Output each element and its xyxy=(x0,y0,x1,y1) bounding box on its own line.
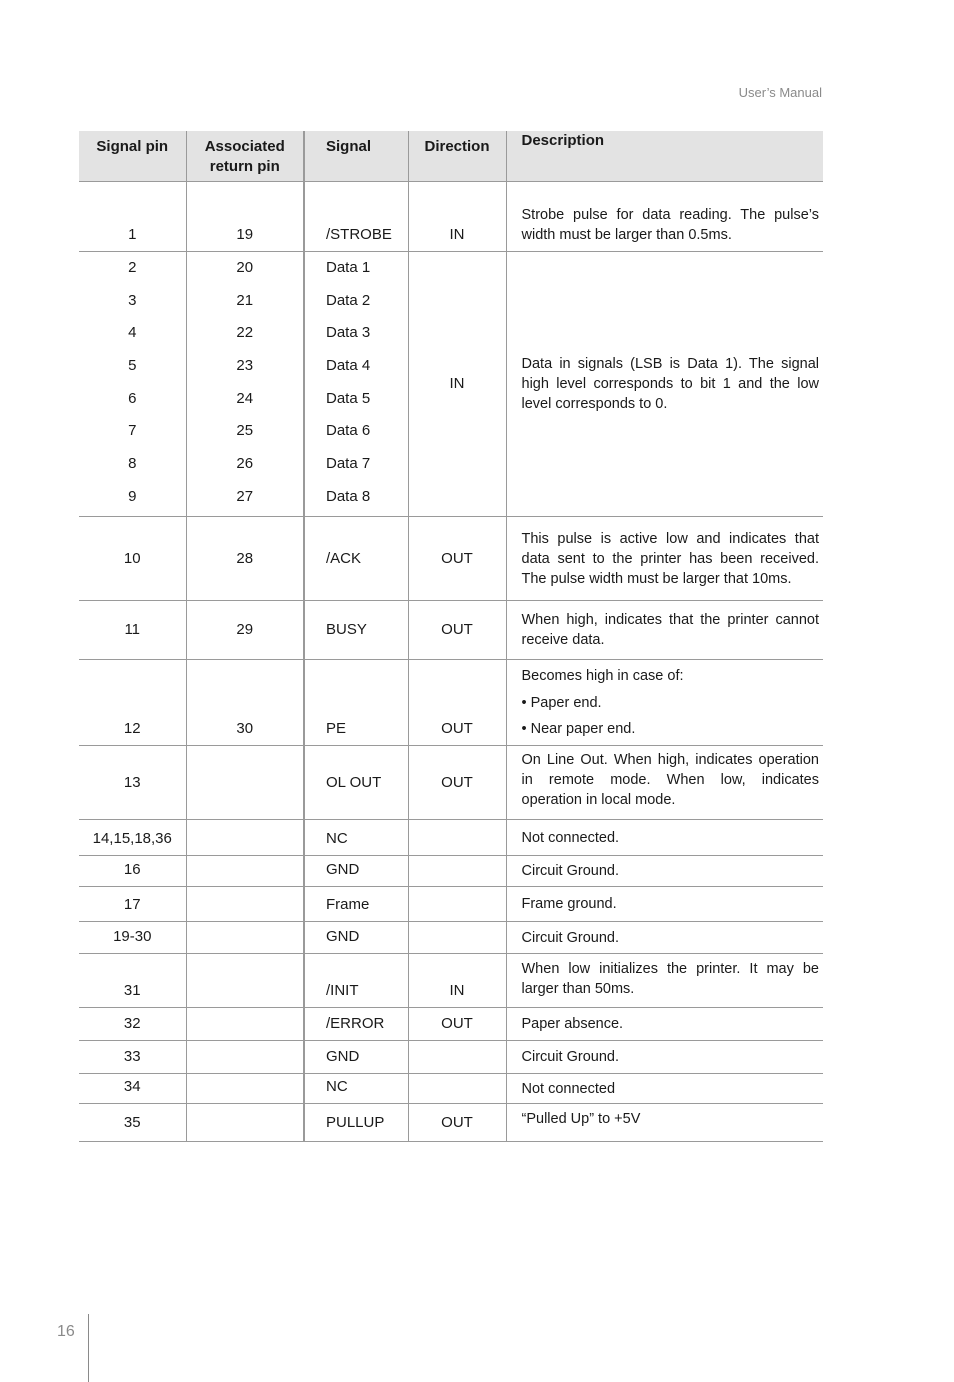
cell-pin: 16 xyxy=(79,856,186,887)
cell-pin: 6 xyxy=(128,389,137,407)
table-row xyxy=(79,1104,823,1142)
col-header-description: Description xyxy=(506,131,823,182)
cell-signal: Data 5 xyxy=(326,389,371,407)
cell-return-pin: 27 xyxy=(236,487,254,505)
cell-signal: Data 3 xyxy=(326,324,371,342)
table-row xyxy=(79,660,823,746)
cell-return-pin xyxy=(186,820,304,856)
bullet-list xyxy=(522,666,820,742)
cell-pin: 5 xyxy=(128,357,137,375)
cell-signal: PULLUP xyxy=(304,1104,408,1142)
cell-direction xyxy=(408,820,506,856)
cell-direction xyxy=(408,856,506,887)
page-number: 16 xyxy=(57,1323,75,1340)
cell-signal: Data 8 xyxy=(326,487,371,505)
running-head: User’s Manual xyxy=(738,85,822,100)
cell-pin: 7 xyxy=(128,422,137,440)
cell-pin: 32 xyxy=(79,1008,186,1041)
cell-return-pin: 26 xyxy=(236,455,254,473)
cell-description: Not connected xyxy=(506,1074,823,1104)
table-row xyxy=(79,922,823,954)
table-row xyxy=(79,820,823,856)
cell-description: Frame ground. xyxy=(506,887,823,922)
table-row xyxy=(79,954,823,1008)
cell-description: Strobe pulse for data reading. The pulse’s width must be larger than 0.5ms. xyxy=(506,182,823,252)
cell-pin: 3 xyxy=(128,291,137,309)
cell-signal: BUSY xyxy=(304,601,408,660)
bullet-item: • Paper end. xyxy=(521,695,602,711)
cell-pin: 19-30 xyxy=(79,922,186,954)
cell-pin: 31 xyxy=(79,954,186,1008)
cell-pin: 33 xyxy=(79,1041,186,1074)
cell-pin: 1 xyxy=(79,182,186,252)
table-row xyxy=(79,601,823,660)
cell-return-pin: 23 xyxy=(236,357,254,375)
cell-return-pin: 22 xyxy=(236,324,254,342)
cell-description: Circuit Ground. xyxy=(506,856,823,887)
cell-pin: 10 xyxy=(79,517,186,601)
cell-pin: 35 xyxy=(79,1104,186,1142)
cell-signal: NC xyxy=(304,1074,408,1104)
cell-return-pin: 28 xyxy=(186,517,304,601)
cell-pin-group xyxy=(79,252,186,517)
cell-return-pin: 20 xyxy=(236,259,254,276)
cell-pin: 11 xyxy=(79,601,186,660)
col-header-signal-pin: Signal pin xyxy=(79,131,186,182)
cell-return-pin xyxy=(186,1008,304,1041)
cell-description: When high, indicates that the printer cannot receive data. xyxy=(506,601,823,660)
cell-signal: /ERROR xyxy=(304,1008,408,1041)
cell-signal-group xyxy=(304,252,408,517)
table-row xyxy=(79,1041,823,1074)
cell-return-pin xyxy=(186,887,304,922)
cell-signal: /STROBE xyxy=(304,182,408,252)
cell-signal: GND xyxy=(304,922,408,954)
cell-description: Not connected. xyxy=(506,820,823,856)
cell-return-pin xyxy=(186,746,304,820)
cell-direction: IN xyxy=(408,954,506,1008)
cell-return-pin-group xyxy=(186,252,304,517)
table-row xyxy=(79,182,823,252)
cell-direction: IN xyxy=(408,182,506,252)
cell-pin: 4 xyxy=(128,324,137,342)
col-header-direction: Direction xyxy=(408,131,506,182)
cell-return-pin: 30 xyxy=(186,660,304,746)
cell-pin: 34 xyxy=(79,1074,186,1104)
cell-description: When low initializes the printer. It may be larger than 50ms. xyxy=(506,954,823,1008)
cell-signal: Frame xyxy=(304,887,408,922)
cell-direction: IN xyxy=(408,252,506,517)
cell-signal: Data 1 xyxy=(326,259,371,276)
cell-return-pin xyxy=(186,1104,304,1142)
cell-description: On Line Out. When high, indicates operation in remote mode. When low, indicates operation in local mode. xyxy=(506,746,823,820)
cell-pin: 9 xyxy=(128,487,137,505)
cell-direction xyxy=(408,1074,506,1104)
page-number-rule xyxy=(88,1314,89,1382)
cell-signal: Data 7 xyxy=(326,455,371,473)
cell-description: Circuit Ground. xyxy=(506,922,823,954)
cell-signal: PE xyxy=(304,660,408,746)
table-row xyxy=(79,887,823,922)
table-row xyxy=(79,1008,823,1041)
cell-signal: NC xyxy=(304,820,408,856)
cell-return-pin: 29 xyxy=(186,601,304,660)
cell-pin: 2 xyxy=(128,259,137,276)
cell-pin: 17 xyxy=(79,887,186,922)
cell-return-pin xyxy=(186,1074,304,1104)
cell-direction xyxy=(408,887,506,922)
cell-description: “Pulled Up” to +5V xyxy=(506,1104,823,1142)
cell-return-pin: 24 xyxy=(236,389,254,407)
cell-return-pin: 25 xyxy=(236,422,254,440)
col-header-return-pin: Associated return pin xyxy=(186,131,304,182)
cell-direction: OUT xyxy=(408,746,506,820)
cell-return-pin: 19 xyxy=(186,182,304,252)
cell-direction xyxy=(408,1041,506,1074)
cell-description xyxy=(506,660,823,746)
cell-return-pin xyxy=(186,1041,304,1074)
cell-pin: 13 xyxy=(79,746,186,820)
cell-description: This pulse is active low and indicates that data sent to the printer has been received. The pulse width must be larger that 10ms. xyxy=(506,517,823,601)
cell-signal: /INIT xyxy=(304,954,408,1008)
cell-pin: 12 xyxy=(79,660,186,746)
cell-direction: OUT xyxy=(408,1104,506,1142)
bullet-item: • Near paper end. xyxy=(521,721,636,737)
cell-direction xyxy=(408,922,506,954)
bullet-intro: Becomes high in case of: xyxy=(521,668,684,684)
table-row xyxy=(79,856,823,887)
cell-direction: OUT xyxy=(408,660,506,746)
table-row xyxy=(79,1074,823,1104)
cell-signal: Data 2 xyxy=(326,291,371,309)
cell-return-pin xyxy=(186,856,304,887)
cell-signal: GND xyxy=(304,856,408,887)
cell-return-pin: 21 xyxy=(236,291,254,309)
cell-pin: 8 xyxy=(128,455,137,473)
cell-signal: Data 6 xyxy=(326,422,371,440)
signal-pin-table xyxy=(79,131,823,1142)
table-row xyxy=(79,517,823,601)
cell-description: Data in signals (LSB is Data 1). The signal high level corresponds to bit 1 and the low level corresponds to 0. xyxy=(506,252,823,517)
cell-signal: /ACK xyxy=(304,517,408,601)
cell-direction: OUT xyxy=(408,517,506,601)
cell-signal: Data 4 xyxy=(326,357,371,375)
cell-signal: GND xyxy=(304,1041,408,1074)
cell-direction: OUT xyxy=(408,601,506,660)
table-row xyxy=(79,746,823,820)
cell-return-pin xyxy=(186,922,304,954)
table-row xyxy=(79,252,823,517)
cell-direction: OUT xyxy=(408,1008,506,1041)
cell-signal: OL OUT xyxy=(304,746,408,820)
cell-pin: 14,15,18,36 xyxy=(79,820,186,856)
cell-return-pin xyxy=(186,954,304,1008)
cell-description: Paper absence. xyxy=(506,1008,823,1041)
col-header-signal: Signal xyxy=(304,131,408,182)
cell-description: Circuit Ground. xyxy=(506,1041,823,1074)
table-header-row xyxy=(79,131,823,182)
